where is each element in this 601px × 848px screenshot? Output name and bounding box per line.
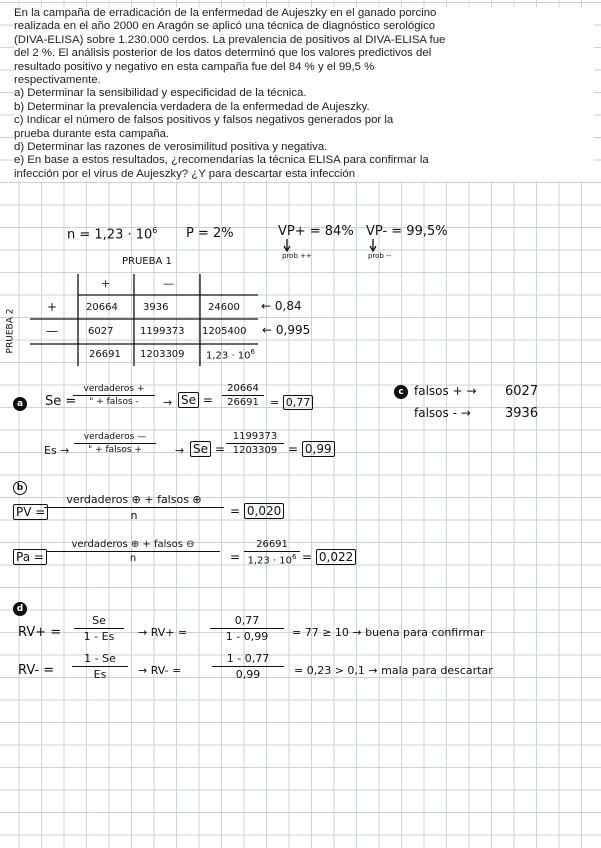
rvn-result: = 0,23 > 0,1 → mala para descartar <box>294 664 493 677</box>
table-cell: 24600 <box>208 302 240 313</box>
problem-line: prueba durante esta campaña. <box>14 127 170 140</box>
part-c-label: c <box>394 384 408 399</box>
table-cell: 26691 <box>89 349 121 360</box>
rvp-result: = 77 ≥ 10 → buena para confirmar <box>292 626 485 639</box>
table-cell: 1203309 <box>140 349 185 360</box>
es-result: = 0,99 <box>288 442 335 456</box>
pa-equals: = <box>230 550 241 564</box>
rvp-formula: Se 1 - Es <box>74 614 124 643</box>
problem-line: del 2 %. El análisis posterior de los datos determinó que los valores predictivos del <box>14 47 432 60</box>
table-total: $1,23 \cdot 10^6$ <box>206 348 255 362</box>
pv-formula: verdaderos ⊕ + falsos ⊕ n <box>44 493 224 522</box>
table-cell: 20664 <box>86 302 118 313</box>
table-cell: 1199373 <box>140 326 185 337</box>
se-arrow: → <box>163 396 173 409</box>
given-vp-positive: VP+ = 84% <box>278 224 354 239</box>
problem-line: c) Indicar el número de falsos positivos y falsos negativos generados por la <box>14 114 394 127</box>
se-lhs: Se = <box>45 394 77 409</box>
se-calculation: 20664 26691 <box>222 383 264 408</box>
given-prevalence: P = 2% <box>186 226 234 241</box>
problem-line: a) Determinar la sensibilidad y especificidad de la técnica. <box>14 87 307 100</box>
pa-formula: verdaderos ⊕ + falsos ⊖ n <box>46 539 220 564</box>
table-row-note: ← 0,84 <box>261 299 302 313</box>
problem-line: infección por el virus de Aujeszky? ¿Y para descartar esta infección <box>14 167 356 180</box>
se-box: Se = <box>178 393 213 407</box>
pv-lhs: PV = <box>13 505 48 519</box>
rvn-calculation: 1 - 0,77 0,99 <box>212 652 284 681</box>
se-formula: verdaderos + " + falsos - <box>73 384 155 407</box>
given-n: $n = 1,23 \cdot 10^6$ <box>67 226 158 243</box>
es-lhs: Es → <box>44 444 70 457</box>
pa-lhs: Pa = <box>13 550 47 564</box>
rvp-arrow: → RV+ = <box>138 626 188 639</box>
es-box: Se = <box>190 442 225 456</box>
part-a-label: a <box>13 396 27 411</box>
rvn-lhs: RV- = <box>18 663 55 678</box>
given-prob-positive: prob ++ <box>282 252 312 260</box>
es-arrow: → <box>175 444 185 457</box>
false-positive-value: 6027 <box>505 384 539 399</box>
problem-line: (DIVA-ELISA) sobre 1.230.000 cerdos. La prevalencia de positivos al DIVA-ELISA fue <box>14 33 446 46</box>
problem-line: realizada en el año 2000 en Aragón se aplicó una técnica de diagnóstico serológico <box>14 20 436 33</box>
table-col-header: + <box>101 277 111 290</box>
pa-result: = 0,022 <box>302 550 356 564</box>
table-cell: 1205400 <box>202 326 247 337</box>
part-d-label: d <box>13 601 27 616</box>
given-prob-negative: prob -- <box>368 252 392 260</box>
problem-line: En la campaña de erradicación de la enfermedad de Aujeszky en el ganado porcino <box>14 7 437 19</box>
part-b-label: b <box>13 480 27 495</box>
se-result: = 0,77 <box>270 396 313 409</box>
problem-line: respectivamente. <box>14 74 101 87</box>
rvn-formula: 1 - Se Es <box>72 652 128 681</box>
false-negative-label: falsos - → <box>414 406 471 420</box>
es-formula: verdaderos — " + falsos + <box>74 432 156 455</box>
es-calculation: 1199373 1203309 <box>226 431 284 456</box>
rvp-calculation: 0,77 1 - 0,99 <box>210 614 284 643</box>
given-vp-negative: VP- = 99,5% <box>366 224 448 239</box>
table-side-label: PRUEBA 2 <box>5 308 16 354</box>
problem-line: resultado positivo y negativo en esta campaña fue del 84 % y el 99,5 % <box>14 60 375 73</box>
problem-line: d) Determinar las razones de verosimilitud positiva y negativa. <box>14 141 328 154</box>
table-col-header: — <box>163 277 174 290</box>
false-positive-label: falsos + → <box>414 384 477 398</box>
rvp-lhs: RV+ = <box>18 625 62 640</box>
table-row-sign: — <box>46 324 58 338</box>
rvn-arrow: → RV- = <box>138 664 182 677</box>
false-negative-value: 3936 <box>505 406 539 421</box>
problem-line: b) Determinar la prevalencia verdadera de la enfermedad de Aujeszky. <box>14 100 370 113</box>
table-row-sign: + <box>47 300 58 314</box>
table-cell: 6027 <box>88 326 114 337</box>
pa-calculation: 26691 $1,23 \cdot 10^6$ <box>244 539 300 566</box>
table-row-note: ← 0,995 <box>262 323 311 337</box>
pv-result: = 0,020 <box>230 504 284 518</box>
problem-line: e) En base a estos resultados, ¿recomendarías la técnica ELISA para confirmar la <box>14 154 429 167</box>
table-title: PRUEBA 1 <box>122 256 172 267</box>
table-cell: 3936 <box>143 302 169 313</box>
